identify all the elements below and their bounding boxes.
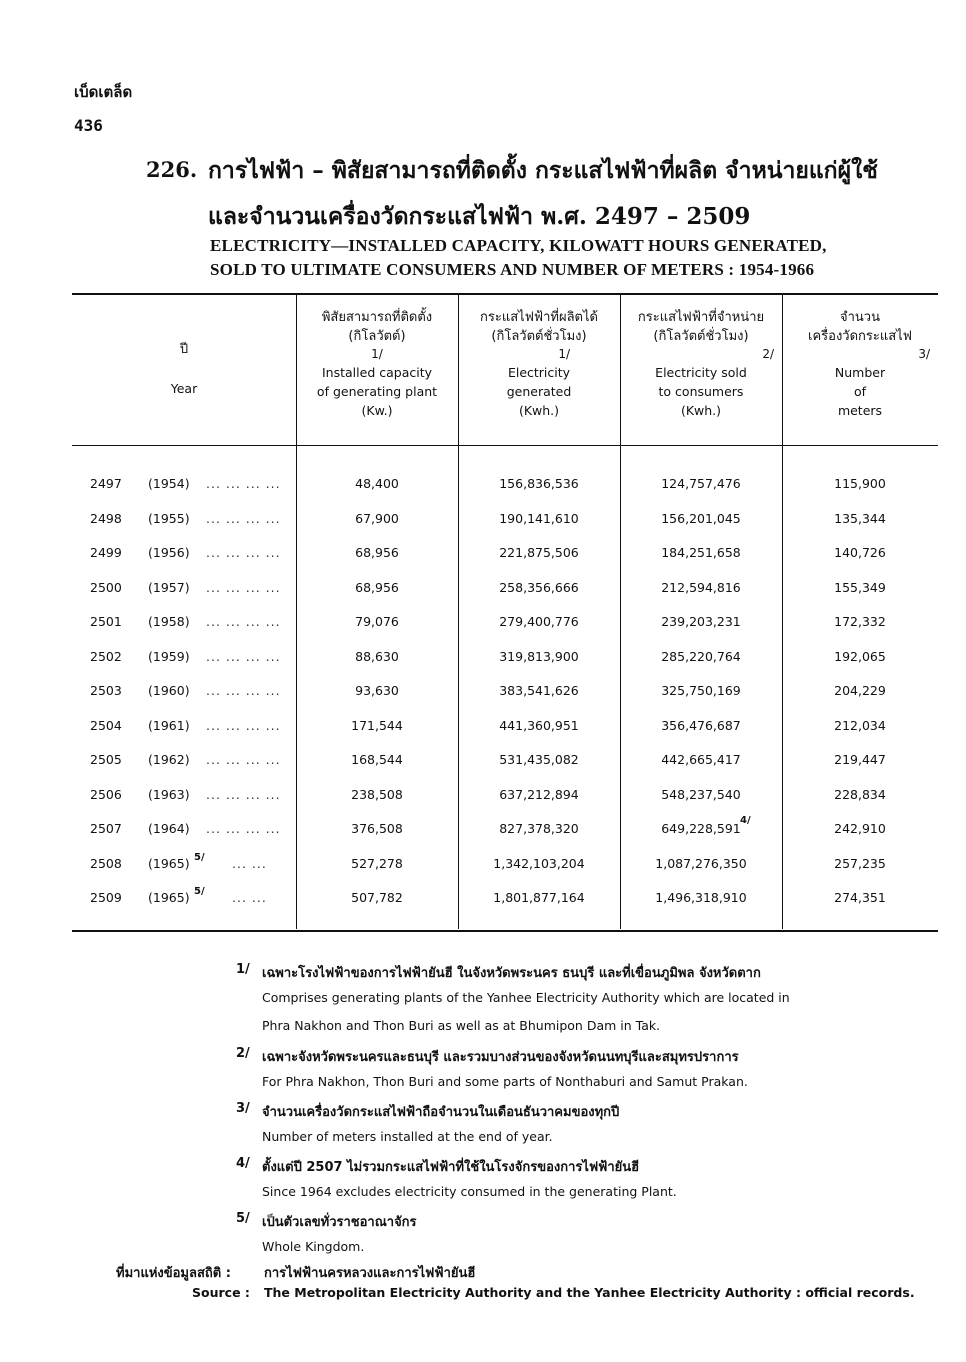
year-ad: (1965) <box>148 855 190 871</box>
cell-sold: 184,251,658 <box>661 545 741 560</box>
cell-generated: 258,356,666 <box>499 579 579 595</box>
header-sold-unit: (Kwh.) <box>680 403 722 418</box>
year-ad: (1963) <box>148 786 190 802</box>
title-english-line2: SOLD TO ULTIMATE CONSUMERS AND NUMBER OF METERS : 1954-1966 <box>210 260 815 279</box>
year-ad: (1954) <box>148 476 190 491</box>
header-sold-unit-thai: (กิโลวัตต์ชั่วโมง) <box>653 329 749 344</box>
cell-meters: 192,065 <box>834 648 886 664</box>
cell-generated: 383,541,626 <box>499 683 579 698</box>
cell-generated: 190,141,610 <box>499 510 579 526</box>
table-bottom-rule <box>72 930 938 932</box>
table-number: 226. <box>146 157 198 182</box>
cell-capacity: 507,782 <box>351 890 403 905</box>
footnote-mark: 3/ <box>236 1101 250 1116</box>
header-generated-english-2: generated <box>506 384 572 399</box>
header-generated-unit-thai: (กิโลวัตต์ชั่วโมง) <box>491 329 587 344</box>
leader-dots: ... ... ... ... <box>206 510 281 526</box>
cell-meters: 115,900 <box>834 476 886 491</box>
header-year-english: Year <box>170 381 198 396</box>
table-row <box>72 649 938 683</box>
table-header-rule <box>72 445 938 446</box>
table-row <box>72 580 938 614</box>
header-capacity <box>296 308 458 420</box>
year-ad: (1956) <box>148 545 190 560</box>
cell-capacity: 376,508 <box>351 821 403 836</box>
table-row <box>72 614 938 648</box>
cell-meters: 242,910 <box>834 821 886 836</box>
year-be: 2506 <box>90 786 122 802</box>
source-english-text: The Metropolitan Electricity Authority and the Yanhee Electricity Authority : official records. <box>264 1285 915 1300</box>
cell-meters: 135,344 <box>834 510 886 526</box>
year-ad: (1955) <box>148 510 190 526</box>
cell-generated: 156,836,536 <box>499 476 579 491</box>
leader-dots: ... ... ... ... <box>206 614 281 629</box>
table-row <box>72 511 938 545</box>
footnote-ref: 2/ <box>762 347 774 361</box>
header-generated-unit: (Kwh.) <box>518 403 560 418</box>
footnote-english: For Phra Nakhon, Thon Buri and some parts of Nonthaburi and Samut Prakan. <box>262 1074 748 1089</box>
year-be: 2503 <box>90 683 122 698</box>
year-ad: (1965) <box>148 890 190 905</box>
title-thai-line2: และจำนวนเครื่องวัดกระแสไฟฟ้า พ.ศ. 2497 – 2509 <box>208 203 751 230</box>
cell-meters: 140,726 <box>834 545 886 560</box>
year-be: 2504 <box>90 717 122 733</box>
header-meters-thai: จำนวน <box>840 310 880 325</box>
footnote-ref: 5/ <box>194 886 205 897</box>
year-be: 2509 <box>90 890 122 905</box>
table-row <box>72 787 938 821</box>
book-section-label: เบ็ดเตล็ด <box>74 83 133 101</box>
header-year <box>72 340 296 398</box>
cell-sold: 1,087,276,350 <box>655 855 747 871</box>
cell-sold: 442,665,417 <box>661 752 741 767</box>
leader-dots: ... ... ... ... <box>206 786 281 802</box>
cell-generated: 827,378,320 <box>499 821 579 836</box>
cell-sold: 548,237,540 <box>661 786 741 802</box>
year-ad: (1964) <box>148 821 190 836</box>
cell-meters: 155,349 <box>834 579 886 595</box>
cell-sold: 325,750,169 <box>661 683 741 698</box>
source-english-label: Source : <box>192 1285 250 1300</box>
header-meters-thai-2: เครื่องวัดกระแสไฟ <box>808 329 912 344</box>
footnote-english-2: Phra Nakhon and Thon Buri as well as at Bhumipon Dam in Tak. <box>262 1018 661 1033</box>
cell-capacity: 79,076 <box>355 614 399 629</box>
cell-generated: 1,801,877,164 <box>493 890 585 905</box>
leader-dots: ... ... ... ... <box>206 579 281 595</box>
header-capacity-english: Installed capacity <box>322 365 432 380</box>
header-sold-english: Electricity sold <box>655 365 747 380</box>
year-be: 2508 <box>90 855 122 871</box>
footnote-mark: 4/ <box>236 1156 250 1171</box>
footnote-thai: ตั้งแต่ปี 2507 ไม่รวมกระแสไฟฟ้าที่ใช้ในโรงจักรของการไฟฟ้ายันฮี <box>262 1160 640 1175</box>
cell-generated: 319,813,900 <box>499 648 579 664</box>
cell-capacity: 48,400 <box>355 476 399 491</box>
table-top-rule <box>72 293 938 295</box>
cell-generated: 441,360,951 <box>499 717 579 733</box>
year-ad: (1959) <box>148 648 190 664</box>
year-be: 2507 <box>90 821 122 836</box>
table-row <box>72 886 938 924</box>
year-be: 2502 <box>90 648 122 664</box>
header-meters-english: Number <box>834 365 886 380</box>
footnote-english: Since 1964 excludes electricity consumed in the generating Plant. <box>262 1184 677 1199</box>
footnote-english: Whole Kingdom. <box>262 1239 365 1254</box>
year-ad: (1961) <box>148 717 190 733</box>
cell-meters: 228,834 <box>834 786 886 802</box>
header-sold-english-2: to consumers <box>658 384 744 399</box>
cell-meters: 219,447 <box>834 752 886 767</box>
leader-dots: ... ... ... ... <box>206 476 281 491</box>
cell-meters: 172,332 <box>834 614 886 629</box>
source-thai-label: ที่มาแห่งข้อมูลสถิติ : <box>116 1266 231 1281</box>
leader-dots: ... ... <box>232 890 267 905</box>
table-row <box>72 851 938 890</box>
cell-sold: 1,496,318,910 <box>655 890 747 905</box>
year-ad: (1962) <box>148 752 190 767</box>
cell-meters: 212,034 <box>834 717 886 733</box>
cell-sold: 156,201,045 <box>661 510 741 526</box>
table-row <box>72 718 938 752</box>
header-capacity-thai: พิสัยสามารถที่ติดตั้ง <box>321 310 433 325</box>
table-row <box>72 752 938 786</box>
leader-dots: ... ... <box>232 855 267 871</box>
cell-capacity: 238,508 <box>351 786 403 802</box>
cell-capacity: 68,956 <box>355 579 399 595</box>
header-sold <box>620 308 782 420</box>
footnote-mark: 1/ <box>236 962 250 977</box>
header-meters-unit: meters <box>837 403 883 418</box>
year-be: 2500 <box>90 579 122 595</box>
title-thai-line1: การไฟฟ้า – พิสัยสามารถที่ติดตั้ง กระแสไฟฟ้าที่ผลิต จำหน่ายแก่ผู้ใช้ <box>208 157 878 184</box>
cell-sold: 356,476,687 <box>661 717 741 733</box>
cell-meters: 204,229 <box>834 683 886 698</box>
header-sold-thai: กระแสไฟฟ้าที่จำหน่าย <box>637 310 765 325</box>
footnote-thai: จำนวนเครื่องวัดกระแสไฟฟ้าถือจำนวนในเดือนธันวาคมของทุกปี <box>262 1105 620 1120</box>
footnote-thai: เป็นตัวเลขทั่วราชอาณาจักร <box>262 1215 417 1230</box>
year-be: 2505 <box>90 752 122 767</box>
leader-dots: ... ... ... ... <box>206 717 281 733</box>
leader-dots: ... ... ... ... <box>206 648 281 664</box>
footnote-mark: 2/ <box>236 1046 250 1061</box>
header-meters <box>782 308 938 420</box>
footnote-thai: เฉพาะโรงไฟฟ้าของการไฟฟ้ายันฮี ในจังหวัดพระนคร ธนบุรี และที่เขื่อนภูมิพล จังหวัดตาก <box>262 966 761 981</box>
year-be: 2497 <box>90 476 122 491</box>
cell-sold: 285,220,764 <box>661 648 741 664</box>
header-generated-thai: กระแสไฟฟ้าที่ผลิตได้ <box>480 310 598 325</box>
leader-dots: ... ... ... ... <box>206 752 281 767</box>
cell-capacity: 93,630 <box>355 683 399 698</box>
table-row <box>72 476 938 510</box>
footnote-english: Comprises generating plants of the Yanhee Electricity Authority which are located in <box>262 990 790 1005</box>
year-ad: (1960) <box>148 683 190 698</box>
cell-capacity: 88,630 <box>355 648 399 664</box>
header-capacity-unit-thai: (กิโลวัตต์) <box>348 329 406 344</box>
table-row <box>72 815 938 855</box>
header-meters-english-2: of <box>853 384 867 399</box>
footnote-english: Number of meters installed at the end of year. <box>262 1129 553 1144</box>
leader-dots: ... ... ... ... <box>206 545 281 560</box>
cell-sold: 649,228,591 <box>661 821 741 836</box>
year-ad: (1958) <box>148 614 190 629</box>
leader-dots: ... ... ... ... <box>206 683 281 698</box>
footnote-ref: 4/ <box>740 815 751 826</box>
cell-generated: 221,875,506 <box>499 545 579 560</box>
year-be: 2498 <box>90 510 122 526</box>
leader-dots: ... ... ... ... <box>206 821 281 836</box>
footnote-ref: 5/ <box>194 851 205 863</box>
year-be: 2501 <box>90 614 122 629</box>
table-row <box>72 683 938 717</box>
cell-capacity: 67,900 <box>355 510 399 526</box>
year-ad: (1957) <box>148 579 190 595</box>
footnote-thai: เฉพาะจังหวัดพระนครและธนบุรี และรวมบางส่วนของจังหวัดนนทบุรีและสมุทรปราการ <box>262 1050 739 1065</box>
year-be: 2499 <box>90 545 122 560</box>
header-year-thai: ปี <box>179 342 189 357</box>
page-number: 436 <box>74 116 103 135</box>
footnote-mark: 5/ <box>236 1211 250 1226</box>
cell-meters: 274,351 <box>834 890 886 905</box>
cell-capacity: 168,544 <box>351 752 403 767</box>
cell-sold: 124,757,476 <box>661 476 741 491</box>
footnote-ref: 3/ <box>918 347 930 361</box>
cell-generated: 637,212,894 <box>499 786 579 802</box>
cell-sold: 239,203,231 <box>661 614 741 629</box>
header-capacity-english-2: of generating plant <box>316 384 438 399</box>
cell-generated: 1,342,103,204 <box>493 855 585 871</box>
title-english-line1: ELECTRICITY—INSTALLED CAPACITY, KILOWATT HOURS GENERATED, <box>210 236 827 255</box>
header-capacity-unit: (Kw.) <box>361 403 393 418</box>
footnote-ref: 1/ <box>558 347 570 361</box>
table-row <box>72 545 938 579</box>
cell-sold: 212,594,816 <box>661 579 741 595</box>
source-thai-text: การไฟฟ้านครหลวงและการไฟฟ้ายันฮี <box>264 1266 476 1281</box>
cell-capacity: 527,278 <box>351 855 403 871</box>
header-generated-english: Electricity <box>507 365 571 380</box>
header-generated <box>458 308 620 420</box>
footnote-ref: 1/ <box>371 347 383 361</box>
cell-capacity: 68,956 <box>355 545 399 560</box>
cell-capacity: 171,544 <box>351 717 403 733</box>
cell-meters: 257,235 <box>834 855 886 871</box>
cell-generated: 279,400,776 <box>499 614 579 629</box>
cell-generated: 531,435,082 <box>499 752 579 767</box>
